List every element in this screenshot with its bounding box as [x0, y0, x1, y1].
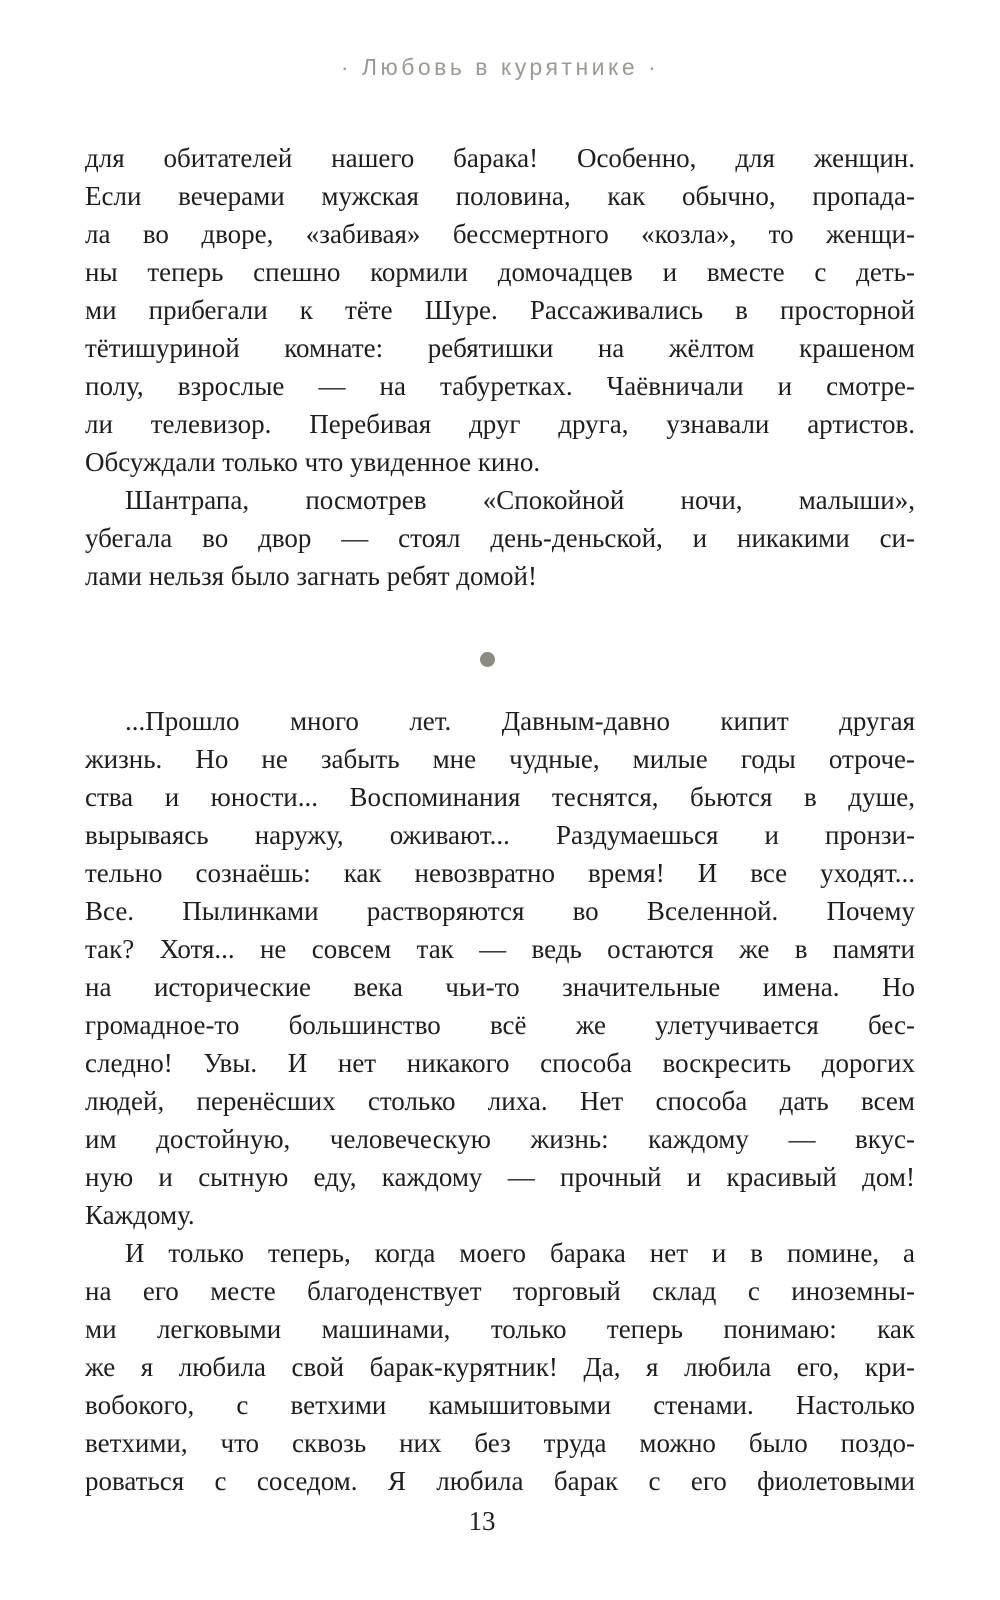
text-line: для обитателей нашего барака! Особенно, для женщин.: [85, 143, 915, 173]
paragraph-3: [85, 702, 915, 1234]
text-line: Шантрапа, посмотрев «Спокойной ночи, малыши»,: [125, 485, 915, 515]
text-line: людей, перенёсших столько лиха. Нет способа дать всем: [85, 1086, 915, 1116]
text-line: убегала во двор — стоял день-деньской, и никакими си-: [85, 523, 915, 553]
text-line: ветхими, что сквозь них без труда можно было поздо-: [85, 1428, 915, 1458]
text-line: им достойную, человеческую жизнь: каждому — вкус-: [85, 1124, 915, 1154]
text-line: ную и сытную еду, каждому — прочный и красивый дом!: [85, 1162, 915, 1192]
text-line: тельно сознаёшь: как невозвратно время! И все уходят...: [85, 858, 915, 888]
paragraph-1: [85, 139, 915, 481]
text-line: же я любила свой барак-курятник! Да, я любила его, кри-: [85, 1352, 915, 1382]
text-line: ми легковыми машинами, только теперь понимаю: как: [85, 1314, 915, 1344]
paragraph-2: [85, 481, 915, 595]
text-line: ми прибегали к тёте Шуре. Рассаживались в просторной: [85, 295, 915, 325]
section-separator-dot: [480, 652, 495, 667]
text-line: тётишуриной комнате: ребятишки на жёлтом крашеном: [85, 333, 915, 363]
text-line: ли телевизор. Перебивая друг друга, узнавали артистов.: [85, 409, 915, 439]
text-line: И только теперь, когда моего барака нет и в помине, а: [125, 1238, 915, 1268]
text-line: ны теперь спешно кормили домочадцев и вместе с деть-: [85, 257, 915, 287]
paragraph-4: [85, 1234, 915, 1500]
text-line: жизнь. Но не забыть мне чудные, милые годы отроче-: [85, 744, 915, 774]
text-line: на его месте благоденствует торговый склад с иноземны-: [85, 1276, 915, 1306]
running-header-title: · Любовь в курятнике ·: [340, 54, 660, 80]
text-line: следно! Увы. И нет никакого способа воскресить дорогих: [85, 1048, 915, 1078]
text-line: ...Прошло много лет. Давным-давно кипит другая: [125, 706, 915, 736]
text-line: Каждому.: [85, 1200, 195, 1230]
text-line: полу, взрослые — на табуретках. Чаёвничали и смотре-: [85, 371, 915, 401]
text-line: так? Хотя... не совсем так — ведь остаются же в памяти: [85, 934, 915, 964]
text-line: роваться с соседом. Я любила барак с его фиолетовыми: [85, 1466, 915, 1496]
text-line: вобокого, с ветхими камышитовыми стенами. Настолько: [85, 1390, 915, 1420]
text-line: Все. Пылинками растворяются во Вселенной. Почему: [85, 896, 915, 926]
text-line: Обсуждали только что увиденное кино.: [85, 447, 541, 477]
page-number: 13: [468, 1506, 496, 1536]
text-line: ства и юности... Воспоминания теснятся, бьются в душе,: [85, 782, 915, 812]
text-line: лами нельзя было загнать ребят домой!: [85, 561, 537, 591]
text-line: вырываясь наружу, оживают... Раздумаешься и пронзи-: [85, 820, 915, 850]
text-line: на исторические века чьи-то значительные имена. Но: [85, 972, 915, 1002]
page-body: [85, 139, 915, 1500]
text-line: ла во дворе, «забивая» бессмертного «козла», то женщи-: [85, 219, 915, 249]
text-line: Если вечерами мужская половина, как обычно, пропада-: [85, 181, 915, 211]
text-line: громадное-то большинство всё же улетучивается бес-: [85, 1010, 915, 1040]
